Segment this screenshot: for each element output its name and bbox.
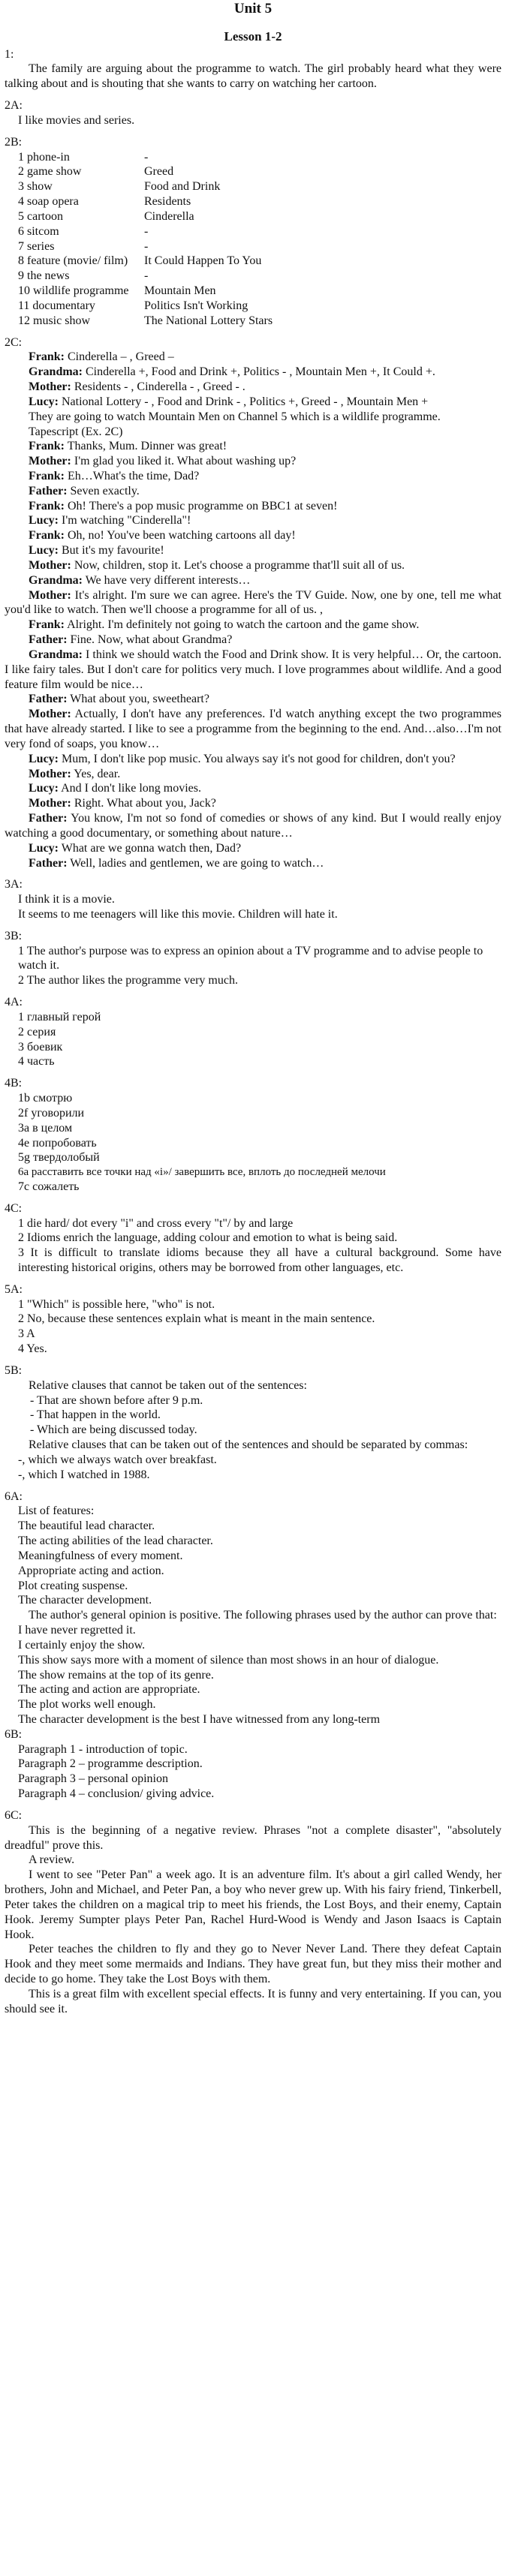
answer-line: Paragraph 1 - introduction of topic. (18, 1742, 188, 1756)
line-text: I'm watching "Cinderella"! (59, 514, 191, 528)
exercise-label: 5B: (5, 1363, 23, 1377)
exercise-6a (5, 1489, 501, 1727)
line-text: Yes, dear. (71, 767, 121, 780)
speaker: Lucy: (29, 752, 59, 765)
list-item: - That happen in the world. (30, 1408, 161, 1422)
answer-text: Relative clauses that cannot be taken out of the sentences: (29, 1378, 307, 1392)
answer-text: This is the beginning of a negative review. Phrases "not a complete disaster", "absolutely dreadful" prove this. (5, 1823, 501, 1852)
line-text: Actually, I don't have any preferences. I'd watch anything except the two programmes that have already started. I like to see a programme from the beginning to the end. And…also…I'm not very fond of soaps, you know… (5, 708, 501, 750)
exercise-label: 3B: (5, 929, 23, 942)
exercise-label: 6C: (5, 1808, 23, 1822)
exercise-4a (5, 995, 501, 1069)
exercise-2a (5, 98, 501, 128)
speaker: Frank: (29, 529, 65, 543)
speaker: Frank: (29, 440, 65, 453)
line-text: Seven exactly. (67, 484, 140, 497)
vote-line (5, 350, 501, 365)
answer-line: 3 A (18, 1327, 35, 1341)
exercise-3b (5, 929, 501, 988)
line-text: Now, children, stop it. Let's choose a programme that'll suit all of us. (71, 558, 405, 572)
table-cell: Cinderella (144, 209, 194, 223)
table-cell: 4 soap opera (18, 195, 79, 209)
speaker: Father: (29, 484, 68, 497)
answer-line: 4 часть (18, 1055, 55, 1069)
table-cell: The National Lottery Stars (144, 314, 273, 327)
exercise-6b (5, 1727, 501, 1802)
list-item: Meaningfulness of every moment. (18, 1549, 183, 1562)
speaker: Lucy: (29, 841, 59, 855)
answer-line: 2 Idioms enrich the language, adding colour and emotion to what is being said. (18, 1231, 398, 1245)
vote-line (5, 380, 501, 395)
speaker: Frank: (29, 499, 65, 512)
line-text: Well, ladies and gentlemen, we are going to watch… (67, 856, 324, 870)
table-cell: 2 game show (18, 165, 82, 179)
exercise-3a (5, 877, 501, 921)
exercise-label: 2A: (5, 99, 23, 113)
answer-line: Paragraph 3 – personal opinion (18, 1772, 168, 1786)
line-text: Mum, I don't like pop music. You always say it's not good for children, don't you? (59, 752, 456, 765)
answer-text: A review. (29, 1853, 75, 1867)
speaker: Grandma: (29, 648, 83, 661)
table-cell: 7 series (18, 239, 55, 253)
list-item: I have never regretted it. (18, 1624, 136, 1637)
exercise-2b (5, 135, 501, 329)
speaker: Grandma: (29, 573, 83, 587)
speaker: Frank: (29, 618, 65, 632)
list-item: The character development. (18, 1594, 152, 1607)
answer-line: 3 It is difficult to translate idioms because they all have a cultural background. Some have interesting historical origins, others may be borrowed from other languages, etc. (18, 1246, 501, 1274)
answer-line: 1b смотрю (18, 1092, 73, 1105)
exercise-4b (5, 1076, 501, 1194)
line-text: We have very different interests… (83, 573, 251, 587)
table-cell: Mountain Men (144, 284, 216, 298)
table-cell: 1 phone-in (18, 150, 70, 164)
exercise-5b (5, 1363, 501, 1483)
speaker: Father: (29, 693, 68, 706)
exercise-label: 1: (5, 47, 14, 61)
answer-line: 7c сожалеть (18, 1180, 80, 1193)
table-cell: Residents (144, 195, 191, 209)
unit-title: Unit 5 (233, 1, 273, 17)
speaker: Mother: (29, 767, 71, 780)
answer-line: 5g твердолобый (18, 1151, 100, 1165)
speaker: Grandma: (29, 365, 83, 379)
exercise-label: 6B: (5, 1727, 23, 1741)
speaker: Mother: (29, 558, 71, 572)
answer-line: 2 The author likes the programme very much. (18, 974, 238, 987)
answer-line: I think it is a movie. (18, 893, 115, 906)
line-text: You know, I'm not so fond of comedies or shows of any kind. But I would really enjoy watching a good documentary, or something about nature… (5, 812, 501, 840)
line-text: What are we gonna watch then, Dad? (59, 841, 242, 855)
line-text: Alright. I'm definitely not going to watch the cartoon and the game show. (65, 618, 420, 632)
speaker: Father: (29, 633, 68, 647)
line-text: But it's my favourite! (59, 544, 164, 558)
answer-text: The author's general opinion is positive. The following phrases used by the author can prove that: (29, 1609, 497, 1622)
vote-line (5, 395, 501, 410)
list-item: -, which we always watch over breakfast. (18, 1453, 217, 1466)
exercise-label: 5A: (5, 1282, 23, 1296)
line-text: It's alright. I'm sure we can agree. Here's the TV Guide. Now, one by one, tell me what you'd like to watch. Then we'll choose a programme for all of us. , (5, 588, 501, 617)
table-cell: Food and Drink (144, 180, 221, 194)
answer-line: Paragraph 2 – programme description. (18, 1757, 203, 1771)
speaker: Mother: (29, 455, 71, 468)
list-item: This show says more with a moment of silence than most shows in an hour of dialogue. (18, 1653, 439, 1667)
list-item: Plot creating suspense. (18, 1579, 128, 1592)
exercise-label: 2B: (5, 135, 23, 149)
line-text: Residents - , Cinderella - , Greed - . (71, 380, 245, 394)
answer-line: 1 die hard/ dot every "i" and cross every "t"/ by and large (18, 1216, 294, 1230)
line-text: Thanks, Mum. Dinner was great! (65, 440, 227, 453)
tapescript-label: Tapescript (Ex. 2C) (29, 425, 123, 438)
exercise-label: 4B: (5, 1077, 23, 1090)
vote-line (5, 365, 501, 380)
speaker: Mother: (29, 797, 71, 810)
table-cell: 6 sitcom (18, 224, 59, 238)
answer-line: 4e попробовать (18, 1136, 97, 1150)
exercise-6c (5, 1808, 501, 2017)
list-item: The character development is the best I have witnessed from any long-term (18, 1713, 381, 1726)
answer-text: I like movies and series. (18, 113, 135, 127)
line-text: Cinderella +, Food and Drink +, Politics - , Mountain Men +, It Could +. (83, 365, 435, 379)
answer-line: 2 No, because these sentences explain what is meant in the main sentence. (18, 1312, 375, 1326)
answer-line: It seems to me teenagers will like this movie. Children will hate it. (18, 908, 338, 921)
list-item: I certainly enjoy the show. (18, 1638, 146, 1652)
list-item: The show remains at the top of its genre. (18, 1668, 214, 1682)
speaker: Lucy: (29, 544, 59, 558)
exercise-2c (5, 335, 501, 871)
line-text: Eh…What's the time, Dad? (65, 469, 200, 482)
answer-line: List of features: (18, 1504, 95, 1518)
exercise-5a (5, 1282, 501, 1357)
answer-line: 1 The author's purpose was to express an opinion about a TV programme and to advise people to watch it. (18, 944, 483, 972)
answer-line: 3 боевик (18, 1040, 63, 1054)
speaker: Father: (29, 812, 68, 825)
exercise-4c (5, 1201, 501, 1276)
speaker: Lucy: (29, 782, 59, 795)
answer-line: Paragraph 4 – conclusion/ giving advice. (18, 1787, 215, 1801)
answer-line: 1 "Which" is possible here, "who" is not. (18, 1297, 215, 1311)
line-text: Fine. Now, what about Grandma? (67, 633, 233, 647)
list-item: Appropriate acting and action. (18, 1564, 164, 1577)
line-text: Cinderella – , Greed – (65, 350, 174, 364)
table-cell: 10 wildlife programme (18, 284, 129, 298)
table-cell: 12 music show (18, 314, 90, 327)
exercise-label: 4C: (5, 1201, 23, 1215)
speaker: Father: (29, 856, 68, 870)
table-cell: 5 cartoon (18, 209, 63, 223)
table-cell: 11 documentary (18, 299, 95, 312)
table-cell: It Could Happen To You (144, 254, 262, 268)
list-item: The beautiful lead character. (18, 1519, 155, 1533)
list-item: -, which I watched in 1988. (18, 1468, 150, 1481)
line-text: Oh, no! You've been watching cartoons all day! (65, 529, 296, 543)
table-cell: - (144, 239, 149, 253)
speaker: Mother: (29, 708, 71, 721)
table-cell: 8 feature (movie/ film) (18, 254, 128, 268)
answer-line: 1 главный герой (18, 1010, 101, 1023)
table-cell: - (144, 150, 149, 164)
answer-line: 2 серия (18, 1025, 56, 1039)
answer-line: 2f уговорили (18, 1106, 85, 1120)
table-cell: - (144, 224, 149, 238)
line-text: I'm glad you liked it. What about washing up? (71, 455, 297, 468)
answer-line: 4 Yes. (18, 1342, 47, 1356)
line-text: I think we should watch the Food and Drink show. It is very helpful… Or, the cartoon. I like fairy tales. But I don't care for politics very much. I love programmes about wildlife. And a good feature film would be nice… (5, 648, 501, 691)
exercise-1 (5, 47, 501, 92)
lesson-title: Lesson 1-2 (224, 29, 282, 44)
table-cell: - (144, 269, 149, 283)
speaker: Frank: (29, 469, 65, 482)
line-text: Right. What about you, Jack? (71, 797, 216, 810)
speaker: Mother: (29, 380, 71, 394)
table-cell: Politics Isn't Working (144, 299, 248, 312)
conclusion-text: They are going to watch Mountain Men on Channel 5 which is a wildlife programme. (29, 410, 441, 423)
list-item: The plot works well enough. (18, 1698, 156, 1712)
table-cell: Greed (144, 165, 174, 179)
table-cell: 3 show (18, 180, 53, 194)
programme-types-table (5, 150, 501, 329)
answer-line: 6a расставить все точки над «i»/ завершить все, вплоть до последней мелочи (18, 1166, 386, 1179)
speaker: Lucy: (29, 395, 59, 408)
exercise-label: 4A: (5, 996, 23, 1009)
line-text: What about you, sweetheart? (67, 693, 209, 706)
speaker: Lucy: (29, 514, 59, 528)
answer-text: Relative clauses that can be taken out of the sentences and should be separated by commas: (29, 1438, 468, 1452)
line-text: And I don't like long movies. (59, 782, 201, 795)
speaker: Frank: (29, 350, 65, 364)
table-cell: 9 the news (18, 269, 70, 283)
answer-text: Peter teaches the children to fly and they go to Never Never Land. There they defeat Captain Hook and they meet some mermaids and Indians. They have great fun, but they miss their mother and decide to go home. They take the Lost Boys with them. (5, 1943, 501, 1986)
answer-text: The family are arguing about the programme to watch. The girl probably heard what they were talking about and is shouting that she wants to carry on watching her cartoon. (5, 62, 501, 91)
list-item: The acting abilities of the lead character. (18, 1534, 213, 1548)
list-item: - Which are being discussed today. (30, 1423, 197, 1437)
list-item: The acting and action are appropriate. (18, 1683, 200, 1697)
exercise-label: 2C: (5, 335, 23, 349)
line-text: National Lottery - , Food and Drink - , Politics +, Greed - , Mountain Men + (59, 395, 429, 408)
answer-line: 3a в целом (18, 1121, 73, 1135)
answer-text: This is a great film with excellent special effects. It is funny and very entertaining. If you can, you should see it. (5, 1987, 501, 2015)
line-text: Oh! There's a pop music programme on BBC1 at seven! (65, 499, 338, 512)
exercise-label: 3A: (5, 878, 23, 891)
speaker: Mother: (29, 588, 71, 602)
answer-text: I went to see "Peter Pan" a week ago. It is an adventure film. It's about a girl called Wendy, her brothers, John and Michael, and Peter Pan, a boy who never grew up. With his fairy friend, Tinkerbell, Peter takes the children on a magical trip to meet his friends, the Lost Boys, and their enemy, Captain Hook. Jeremy Sumpter plays Peter Pan, Rachel Hurd-Wood is Wendy and Jason Isaacs is Captain Hook. (5, 1868, 501, 1941)
list-item: - That are shown before after 9 p.m. (30, 1393, 203, 1407)
exercise-label: 6A: (5, 1489, 23, 1503)
